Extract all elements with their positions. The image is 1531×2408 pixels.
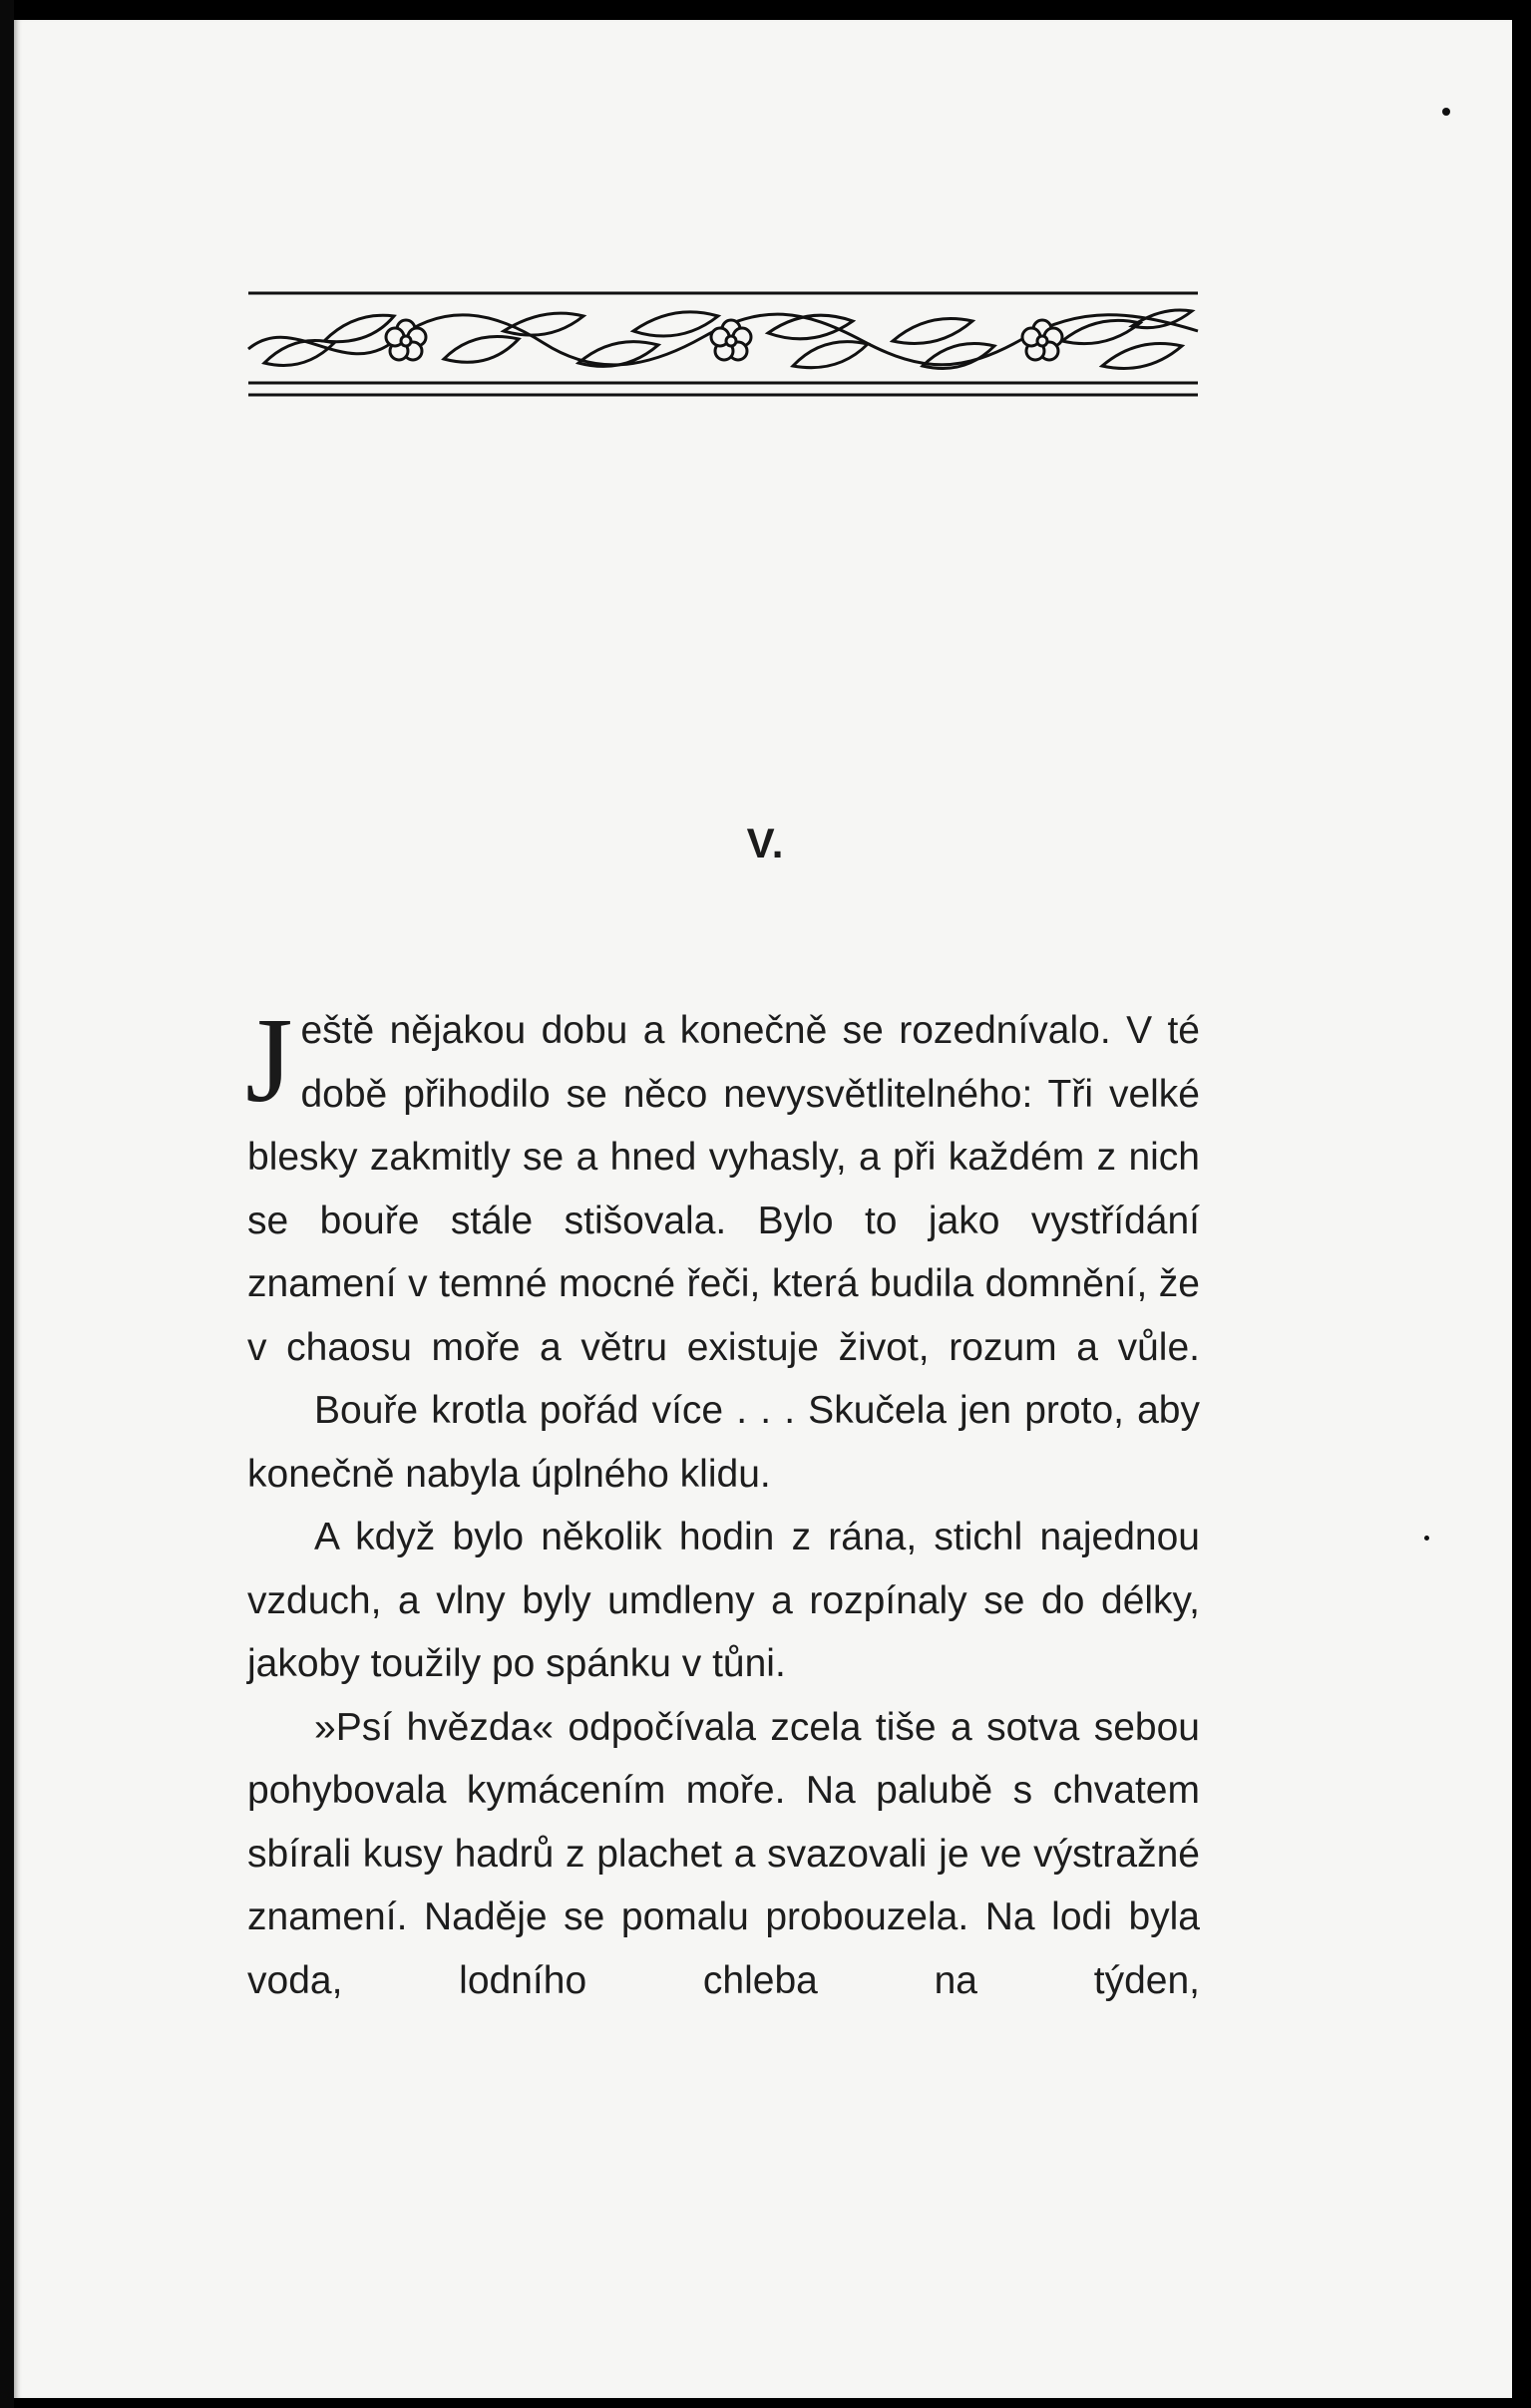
binding-edge (0, 0, 14, 2408)
paragraph-4: »Psí hvězda« odpočívala zcela tiše a sotva sebou pohybovala kymácením moře. Na palubě s chvatem sbírali kusy hadrů z plachet a svazovali je ve výstražné znamení. Naděje se pomalu probouzela. Na lodi byla voda, lodního chleba na týden, (247, 1705, 1200, 2002)
paragraph-1-text: eště nějakou dobu a konečně se rozednívalo. V té době přihodilo se něco nevysvětlitelného: Tři velké blesky zakmitly se a hned vyhasly, a při každém z nich se bouře stále stišovala. Bylo to jako vystřídání znamení v temné mocné řeči, která budila domnění, že v chaosu moře a větru existuje život, rozum a vůle. (247, 1009, 1200, 1369)
paragraph-2: Bouře krotla pořád více . . . Skučela jen proto, aby konečně nabyla úplného klidu. (247, 1389, 1200, 1496)
ink-speck (1424, 1536, 1429, 1541)
ink-speck (1442, 108, 1450, 116)
drop-cap: J (245, 993, 293, 1128)
chapter-heading: V. (746, 820, 785, 866)
chapter-body (245, 993, 1200, 2012)
paragraph-1 (245, 993, 1200, 1379)
floral-vine-border-icon (234, 271, 1200, 406)
paragraph-3: A když bylo několik hodin z rána, stichl najednou vzduch, a vlny byly umdleny a rozpínaly se do délky, jakoby toužily po spánku v tůni. (247, 1516, 1200, 1685)
